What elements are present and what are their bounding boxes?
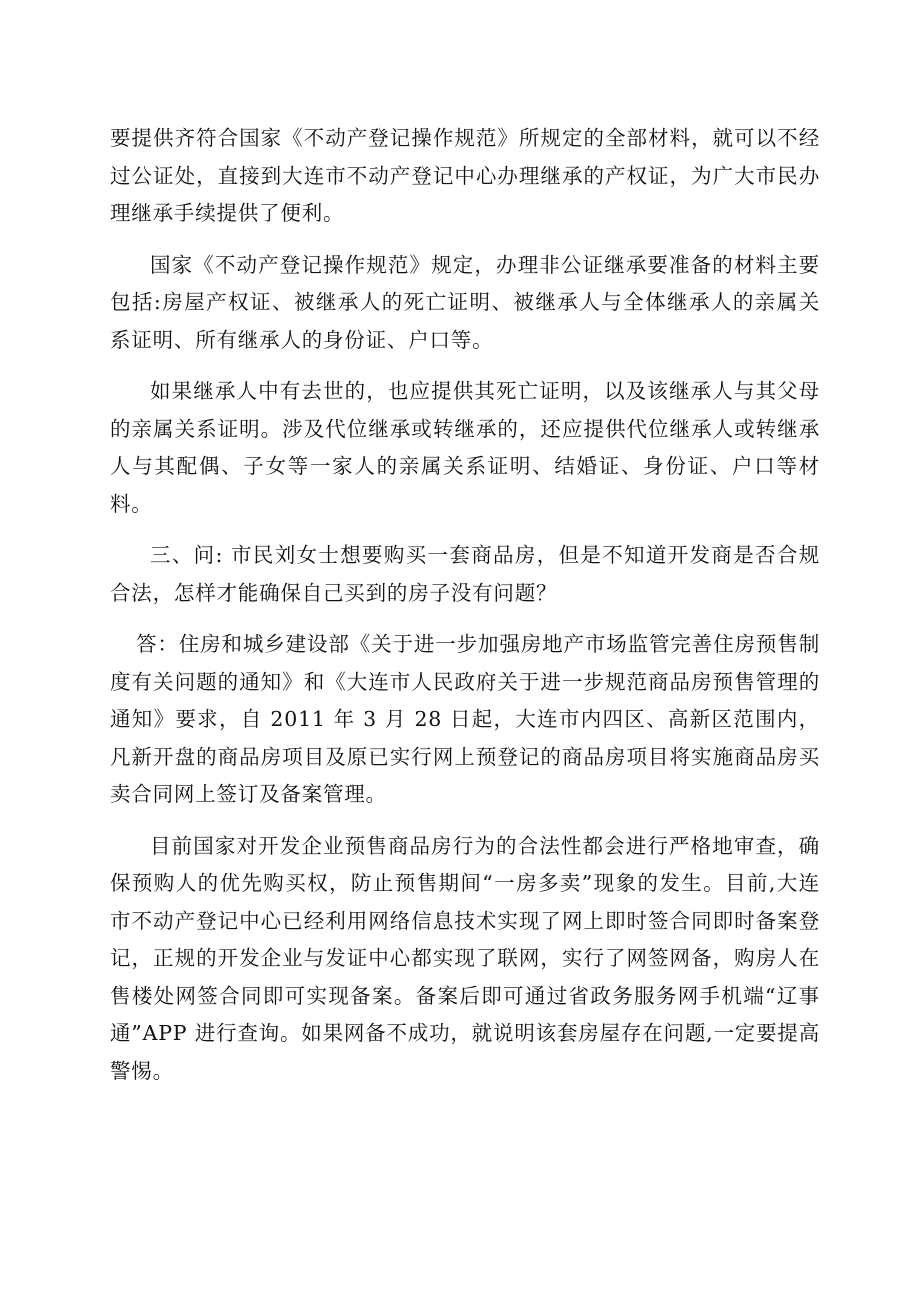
paragraph-presale-review: 目前国家对开发企业预售商品房行为的合法性都会进行严格地审查，确保预购人的优先购买权，防止预售期间“一房多卖”现象的发生。目前,大连市不动产登记中心已经利用网络信息技术实现了网上即时签合同即时备案登记，正规的开发企业与发证中心都实现了联网，实行了网签网备，购房人在售楼处网签合同即可实现备案。备案后即可通过省政务服务网手机端“辽事通”APP 进行查询。如果网备不成功，就说明该套房屋存在问题,一定要提高警惕。 xyxy=(110,833,820,1083)
paragraph-continuation: 要提供齐符合国家《不动产登记操作规范》所规定的全部材料，就可以不经过公证处，直接到大连市不动产登记中心办理继承的产权证，为广大市民办理继承手续提供了便利。 xyxy=(110,126,820,225)
paragraph-answer: 答：住房和城乡建设部《关于进一步加强房地产市场监管完善住房预售制度有关问题的通知》和《大连市人民政府关于进一步规范商品房预售管理的通知》要求，自 2011 年 3 月 28 日起，大连市内四区、高新区范围内，凡新开盘的商品房项目及原已实行网上预登记的商品房项目将实施商品房买卖合同网上签订及备案管理。 xyxy=(110,632,820,806)
paragraph-required-materials: 国家《不动产登记操作规范》规定，办理非公证继承要准备的材料主要包括:房屋产权证、被继承人的死亡证明、被继承人与全体继承人的亲属关系证明、所有继承人的身份证、户口等。 xyxy=(110,252,820,352)
document-page xyxy=(110,120,820,1104)
paragraph-question-three: 三、问: 市民刘女士想要购买一套商品房，但是不知道开发商是否合规合法，怎样才能确保自己买到的房子没有问题？ xyxy=(110,543,820,605)
paragraph-deceased-heirs: 如果继承人中有去世的，也应提供其死亡证明，以及该继承人与其父母的亲属关系证明。涉及代位继承或转继承的，还应提供代位继承人或转继承人与其配偶、子女等一家人的亲属关系证明、结婚证、身份证、户口等材料。 xyxy=(110,379,820,516)
